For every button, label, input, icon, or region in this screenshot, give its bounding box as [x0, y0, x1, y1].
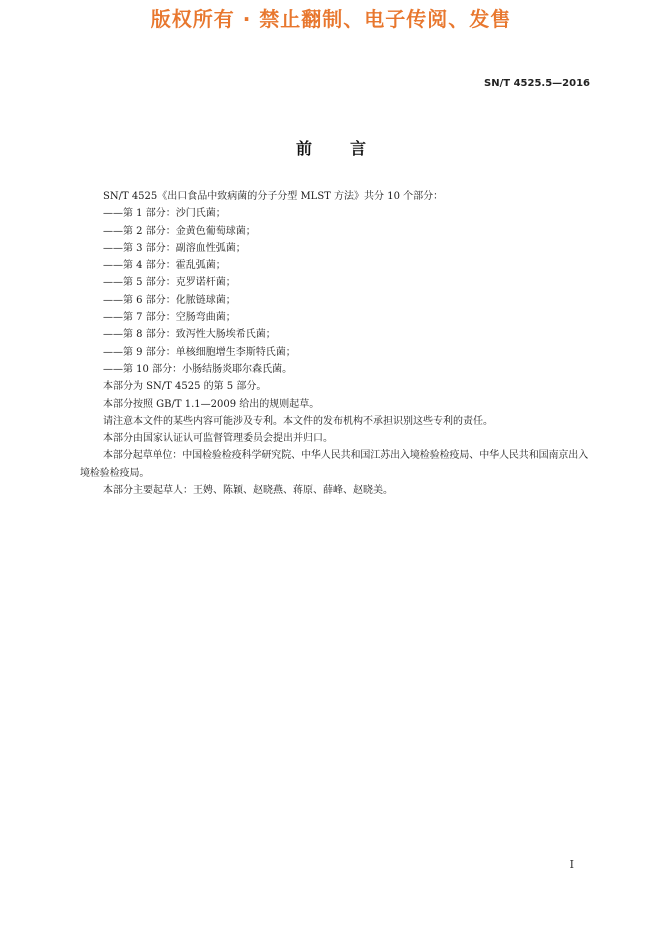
list-item-part-1: ——第 1 部分：沙门氏菌； — [103, 208, 226, 220]
list-item-part-6: ——第 6 部分：化脓链球菌； — [103, 294, 236, 306]
copyright-banner: 版权所有 · 禁止翻制、电子传阅、发售 — [150, 7, 512, 31]
page-title: 前言 — [295, 139, 404, 158]
page-number: I — [569, 858, 574, 871]
list-item-part-9: ——第 9 部分：单核细胞增生李斯特氏菌； — [103, 346, 296, 358]
standard-code: SN/T 4525.5—2016 — [484, 78, 590, 89]
list-item-part-3: ——第 3 部分：副溶血性弧菌； — [103, 242, 246, 254]
drafters: 本部分主要起草人：王娉、陈颖、赵晓燕、蒋原、薛峰、赵晓美。 — [103, 485, 393, 497]
list-item-part-4: ——第 4 部分：霍乱弧菌； — [103, 260, 226, 272]
part-statement: 本部分为 SN/T 4525 的第 5 部分。 — [103, 381, 267, 393]
drafting-units: 本部分起草单位：中国检验检疫科学研究院、中华人民共和国江苏出入境检验检疫局、中华人民共和国南京出入境检验检疫局。 — [80, 450, 589, 479]
list-item-part-7: ——第 7 部分：空肠弯曲菌； — [103, 312, 236, 324]
list-item-part-10: ——第 10 部分：小肠结肠炎耶尔森氏菌。 — [103, 363, 293, 375]
list-item-part-2: ——第 2 部分：金黄色葡萄球菌； — [103, 225, 256, 237]
foreword-body — [80, 188, 592, 499]
intro-paragraph: SN/T 4525《出口食品中致病菌的分子分型 MLST 方法》共分 10 个部分： — [103, 191, 444, 202]
list-item-part-8: ——第 8 部分：致泻性大肠埃希氏菌； — [103, 329, 276, 341]
patent-notice: 请注意本文件的某些内容可能涉及专利。本文件的发布机构不承担识别这些专利的责任。 — [103, 415, 493, 427]
list-item-part-5: ——第 5 部分：克罗诺杆菌； — [103, 277, 236, 289]
drafting-rules-statement: 本部分按照 GB/T 1.1—2009 给出的规则起草。 — [103, 398, 320, 410]
proposer-statement: 本部分由国家认证认可监督管理委员会提出并归口。 — [103, 433, 333, 445]
